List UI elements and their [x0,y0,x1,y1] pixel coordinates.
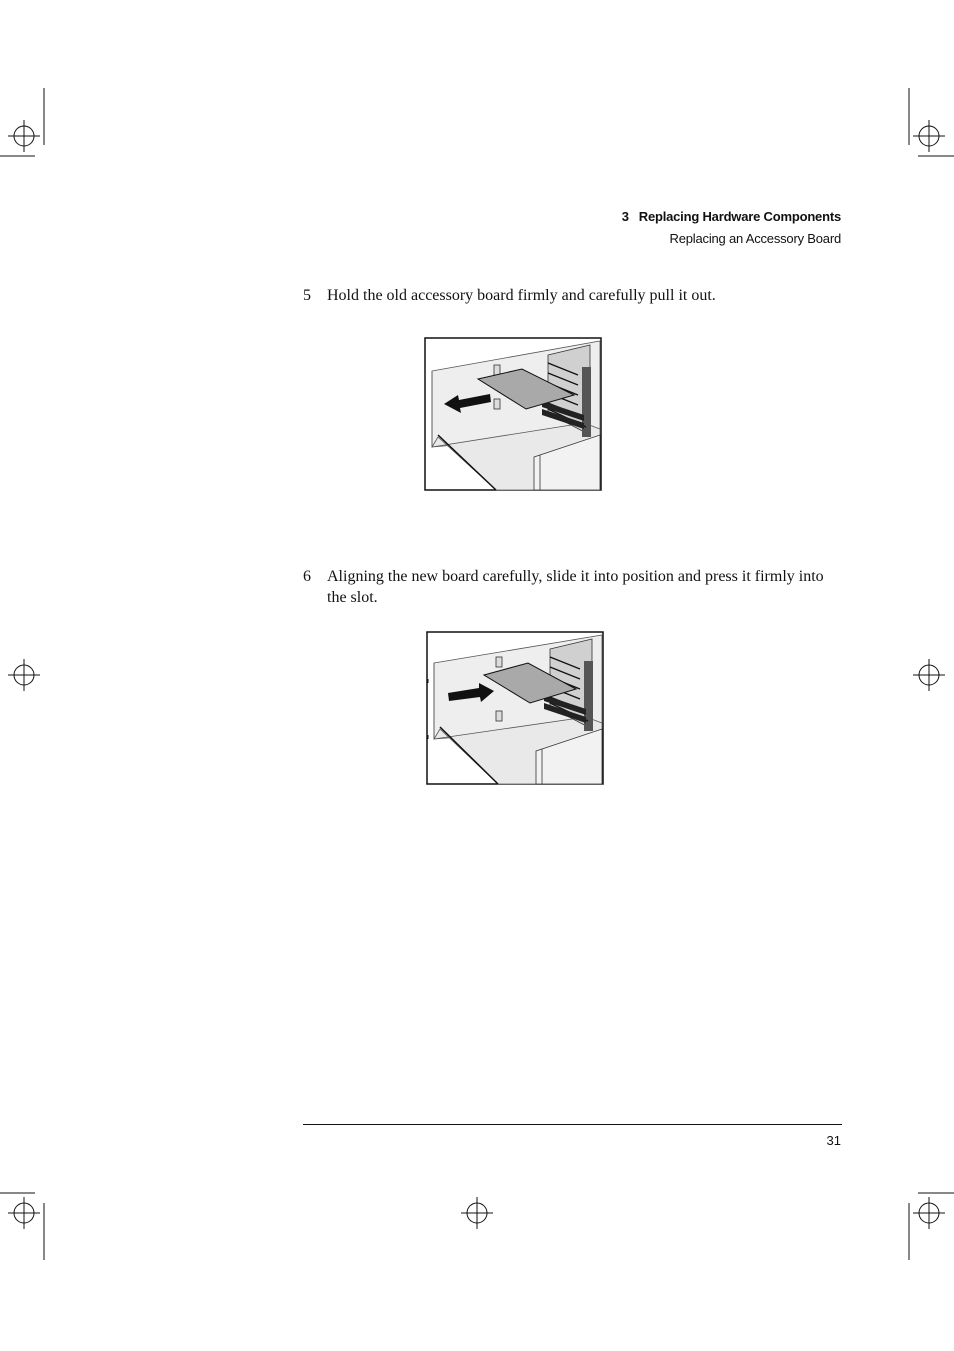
figure-insert-board [426,631,604,785]
chapter-heading [622,206,841,228]
step-text: Aligning the new board carefully, slide it into position and press it firmly into the slot. [327,568,824,606]
step-number: 6 [303,568,311,585]
step-6 [303,566,833,608]
step-number: 5 [303,287,311,304]
footer-rule [303,1124,842,1125]
chapter-number: 3 [621,209,629,224]
running-head [622,206,841,250]
section-title: Replacing an Accessory Board [669,231,841,246]
step-text: Hold the old accessory board firmly and carefully pull it out. [327,287,716,304]
figure-remove-board [424,337,602,491]
page-number: 31 [826,1133,841,1148]
chapter-title: Replacing Hardware Components [638,209,841,224]
step-5 [303,285,833,306]
